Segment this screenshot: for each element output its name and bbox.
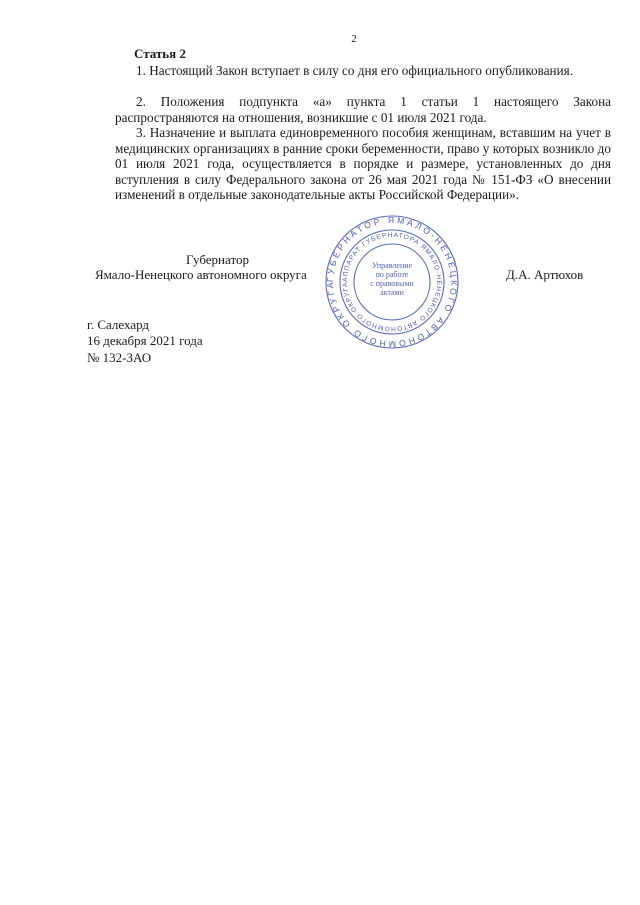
page-number: 2: [351, 33, 357, 45]
signatory-name: Д.А. Артюхов: [506, 267, 584, 282]
article-paragraph-3: 3. Назначение и выплата единовременного пособия женщинам, вставшим на учет в медицинских организациях в ранние сроки беременности, право у которых возникло до 01 июля 2021 года, осуществляется в порядке и размере, установленных до дня вступления в силу Федерального закона от 26 мая 2021 года № 151-ФЗ «О внесении изменений в отдельные законодательные акты Российской Федерации».: [115, 125, 611, 202]
seal-center-line-3: с правовыми: [370, 279, 414, 288]
article-title: Статья 2: [134, 46, 186, 61]
seal-center-line-1: Управление: [371, 261, 413, 270]
seal-center-line-4: актами: [380, 288, 404, 297]
signing-place: г. Салехард: [87, 317, 150, 332]
law-number: № 132-ЗАО: [87, 350, 152, 365]
official-seal: [324, 214, 460, 350]
article-paragraph-2: 2. Положения подпункта «а» пункта 1 статьи 1 настоящего Закона распространяются на отношения, возникшие с 01 июля 2021 года.: [115, 94, 611, 125]
article-paragraph-1: 1. Настоящий Закон вступает в силу со дня его официального опубликования.: [136, 63, 574, 78]
signatory-title: Губернатор: [186, 252, 249, 267]
signatory-region: Ямало-Ненецкого автономного округа: [95, 267, 307, 282]
signing-date: 16 декабря 2021 года: [87, 333, 203, 348]
seal-center-line-2: по работе: [375, 270, 409, 279]
seal-inner-text: АППАРАТ ГУБЕРНАТОРА ЯМАЛО-НЕНЕЦКОГО АВТОНОМНОГО ОКРУГА: [341, 231, 443, 333]
seal-outer-text: ГУБЕРНАТОР ЯМАЛО-НЕНЕЦКОГО АВТОНОМНОГО ОКРУГА: [324, 214, 460, 350]
